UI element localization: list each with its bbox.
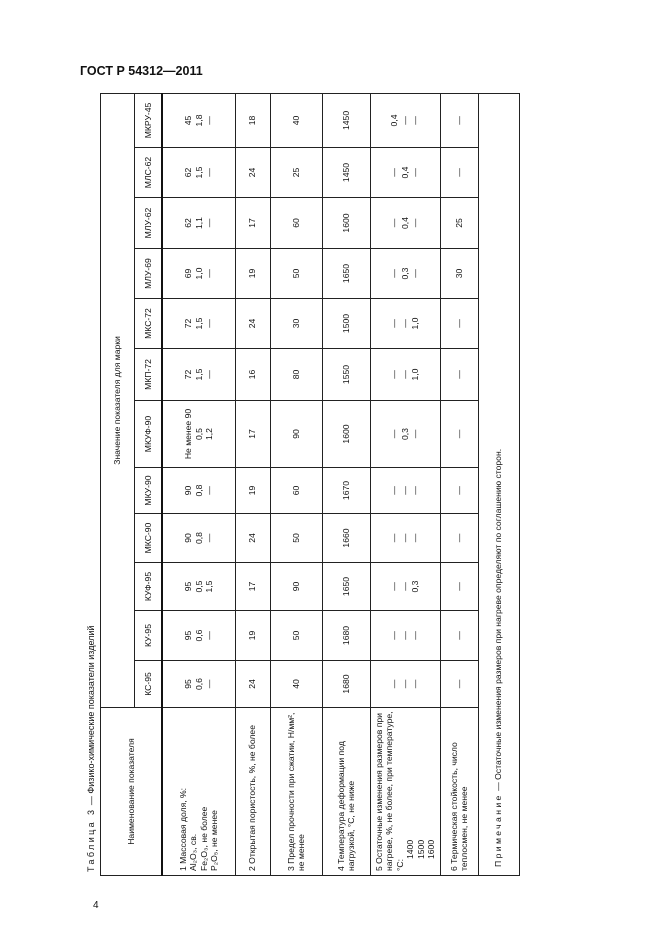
value-cell: — — [440, 148, 478, 198]
table-note — [478, 93, 519, 875]
value-cell: 95 0,5 1,5 — [162, 563, 235, 611]
value-cell: 24 — [235, 148, 270, 198]
value-cell: Не менее 90 0,5 1,2 — [162, 401, 235, 468]
grade-header: МЛУ-69 — [135, 249, 163, 299]
temperature-label: 1500 — [415, 839, 426, 859]
grade-header: КС-95 — [135, 661, 163, 708]
value-cell: — 0,4 — — [370, 198, 440, 249]
row-name — [370, 708, 440, 876]
table-row — [162, 93, 235, 875]
document-header: ГОСТ Р 54312—2011 — [80, 64, 203, 78]
note-row — [478, 93, 519, 875]
value-cell: 40 — [270, 661, 322, 708]
row-name — [270, 708, 322, 876]
grade-header: МКУ-90 — [135, 468, 163, 514]
note-text: — Остаточные изменения размеров при нагреве определяют по соглашению сторон. — [493, 448, 504, 794]
value-cell: — — [440, 468, 478, 514]
properties-table — [100, 93, 520, 876]
value-cell: — 0,3 — — [370, 401, 440, 468]
value-cell: — — [440, 349, 478, 401]
row-name — [162, 708, 235, 876]
grade-header: МЛУ-62 — [135, 198, 163, 249]
value-cell: 90 0,8 — — [162, 468, 235, 514]
value-cell: 25 — [440, 198, 478, 249]
row-name — [440, 708, 478, 876]
value-cell: 30 — [440, 249, 478, 299]
value-cell: 95 0,6 — — [162, 661, 235, 708]
value-cell: 1680 — [322, 611, 370, 661]
row-name-text: 1 Массовая доля, %: Al₂O₃, св. Fe₂O₃, не более P₂O₅, не менее — [177, 787, 220, 871]
value-cell: 60 — [270, 198, 322, 249]
value-cell: 1550 — [322, 349, 370, 401]
value-cell: 17 — [235, 198, 270, 249]
value-cell: — 0,3 — — [370, 249, 440, 299]
value-cell: 18 — [235, 93, 270, 147]
row-name-text: 5 Остаточные изменения размеров при нагреве, %, не более, при температуре, °С: — [373, 711, 405, 871]
table-caption — [85, 94, 100, 876]
value-cell: 1680 — [322, 661, 370, 708]
value-cell: 90 — [270, 563, 322, 611]
value-cell: 40 — [270, 93, 322, 147]
row-name-text: 2 Открытая пористость, %, не более — [247, 725, 258, 871]
table-row — [322, 93, 370, 875]
value-cell: — — [440, 661, 478, 708]
grade-header: МКП-72 — [135, 349, 163, 401]
grade-header: МЛС-62 — [135, 148, 163, 198]
caption-text: — Физико-химические показатели изделий — [86, 625, 96, 808]
value-cell: 19 — [235, 249, 270, 299]
value-cell: — — [440, 93, 478, 147]
grade-header: КУ-95 — [135, 611, 163, 661]
value-cell: — — [440, 401, 478, 468]
value-cell: — — [440, 611, 478, 661]
value-cell: — — 0,3 — [370, 563, 440, 611]
value-cell: 95 0,6 — — [162, 611, 235, 661]
value-cell: 19 — [235, 611, 270, 661]
value-cell: 17 — [235, 401, 270, 468]
value-cell: — — — — [370, 514, 440, 563]
table-row — [370, 93, 440, 875]
value-cell: 1450 — [322, 148, 370, 198]
grade-header: МКУФ-90 — [135, 401, 163, 468]
page-number: 4 — [93, 900, 99, 911]
value-cell: 1500 — [322, 299, 370, 349]
temperature-label: 1400 — [405, 839, 415, 859]
value-cell: 62 1,5 — — [162, 148, 235, 198]
value-cell: 17 — [235, 563, 270, 611]
value-cell: 1660 — [322, 514, 370, 563]
value-cell: — — [440, 514, 478, 563]
value-cell: — 0,4 — — [370, 148, 440, 198]
value-cell: 24 — [235, 661, 270, 708]
caption-label: Таблица 3 — [86, 807, 96, 872]
row-name — [235, 708, 270, 876]
row-name-text: 3 Предел прочности при сжатии, Н/мм², не менее — [285, 712, 306, 871]
value-cell: — — — — [370, 611, 440, 661]
value-cell: 1450 — [322, 93, 370, 147]
value-cell: 50 — [270, 249, 322, 299]
value-cell: 72 1,5 — — [162, 349, 235, 401]
value-cell: 24 — [235, 299, 270, 349]
grade-header: МКС-90 — [135, 514, 163, 563]
value-cell: — — [440, 563, 478, 611]
table-row — [270, 93, 322, 875]
temperature-label: 1600 — [426, 839, 436, 859]
value-cell: 72 1,5 — — [162, 299, 235, 349]
value-cell: 1650 — [322, 249, 370, 299]
grade-header: КУФ-95 — [135, 563, 163, 611]
value-cell: 50 — [270, 514, 322, 563]
note-label: Примечание — [493, 793, 504, 867]
value-cell: 16 — [235, 349, 270, 401]
grade-header: МКС-72 — [135, 299, 163, 349]
value-cell: — — [440, 299, 478, 349]
name-column-header: Наименование показателя — [101, 708, 163, 876]
value-cell: — — — — [370, 661, 440, 708]
value-cell: 25 — [270, 148, 322, 198]
value-cell: 1600 — [322, 401, 370, 468]
rotated-table-block — [85, 94, 521, 876]
value-cell: 80 — [270, 349, 322, 401]
table-row — [440, 93, 478, 875]
value-cell: 90 0,8 — — [162, 514, 235, 563]
value-cell: 50 — [270, 611, 322, 661]
value-cell: 1670 — [322, 468, 370, 514]
value-cell: 0,4 — — — [370, 93, 440, 147]
grade-header: МКРУ-45 — [135, 93, 163, 147]
value-cell: 24 — [235, 514, 270, 563]
row-name-text: 4 Температура деформации под нагрузкой, °С, не ниже — [335, 741, 356, 871]
value-cell: — — 1,0 — [370, 349, 440, 401]
value-cell: 60 — [270, 468, 322, 514]
grade-group-header: Значение показателя для марки — [101, 93, 135, 707]
value-cell: 1650 — [322, 563, 370, 611]
value-cell: 69 1,0 — — [162, 249, 235, 299]
value-cell: 90 — [270, 401, 322, 468]
value-cell: — — — — [370, 468, 440, 514]
value-cell: — — 1,0 — [370, 299, 440, 349]
row-name-text: 6 Термическая стойкость, число теплосмен, не менее — [448, 742, 469, 871]
value-cell: 1600 — [322, 198, 370, 249]
value-cell: 45 1,8 — — [162, 93, 235, 147]
value-cell: 62 1,1 — — [162, 198, 235, 249]
value-cell: 30 — [270, 299, 322, 349]
table-row — [235, 93, 270, 875]
value-cell: 19 — [235, 468, 270, 514]
row-name — [322, 708, 370, 876]
